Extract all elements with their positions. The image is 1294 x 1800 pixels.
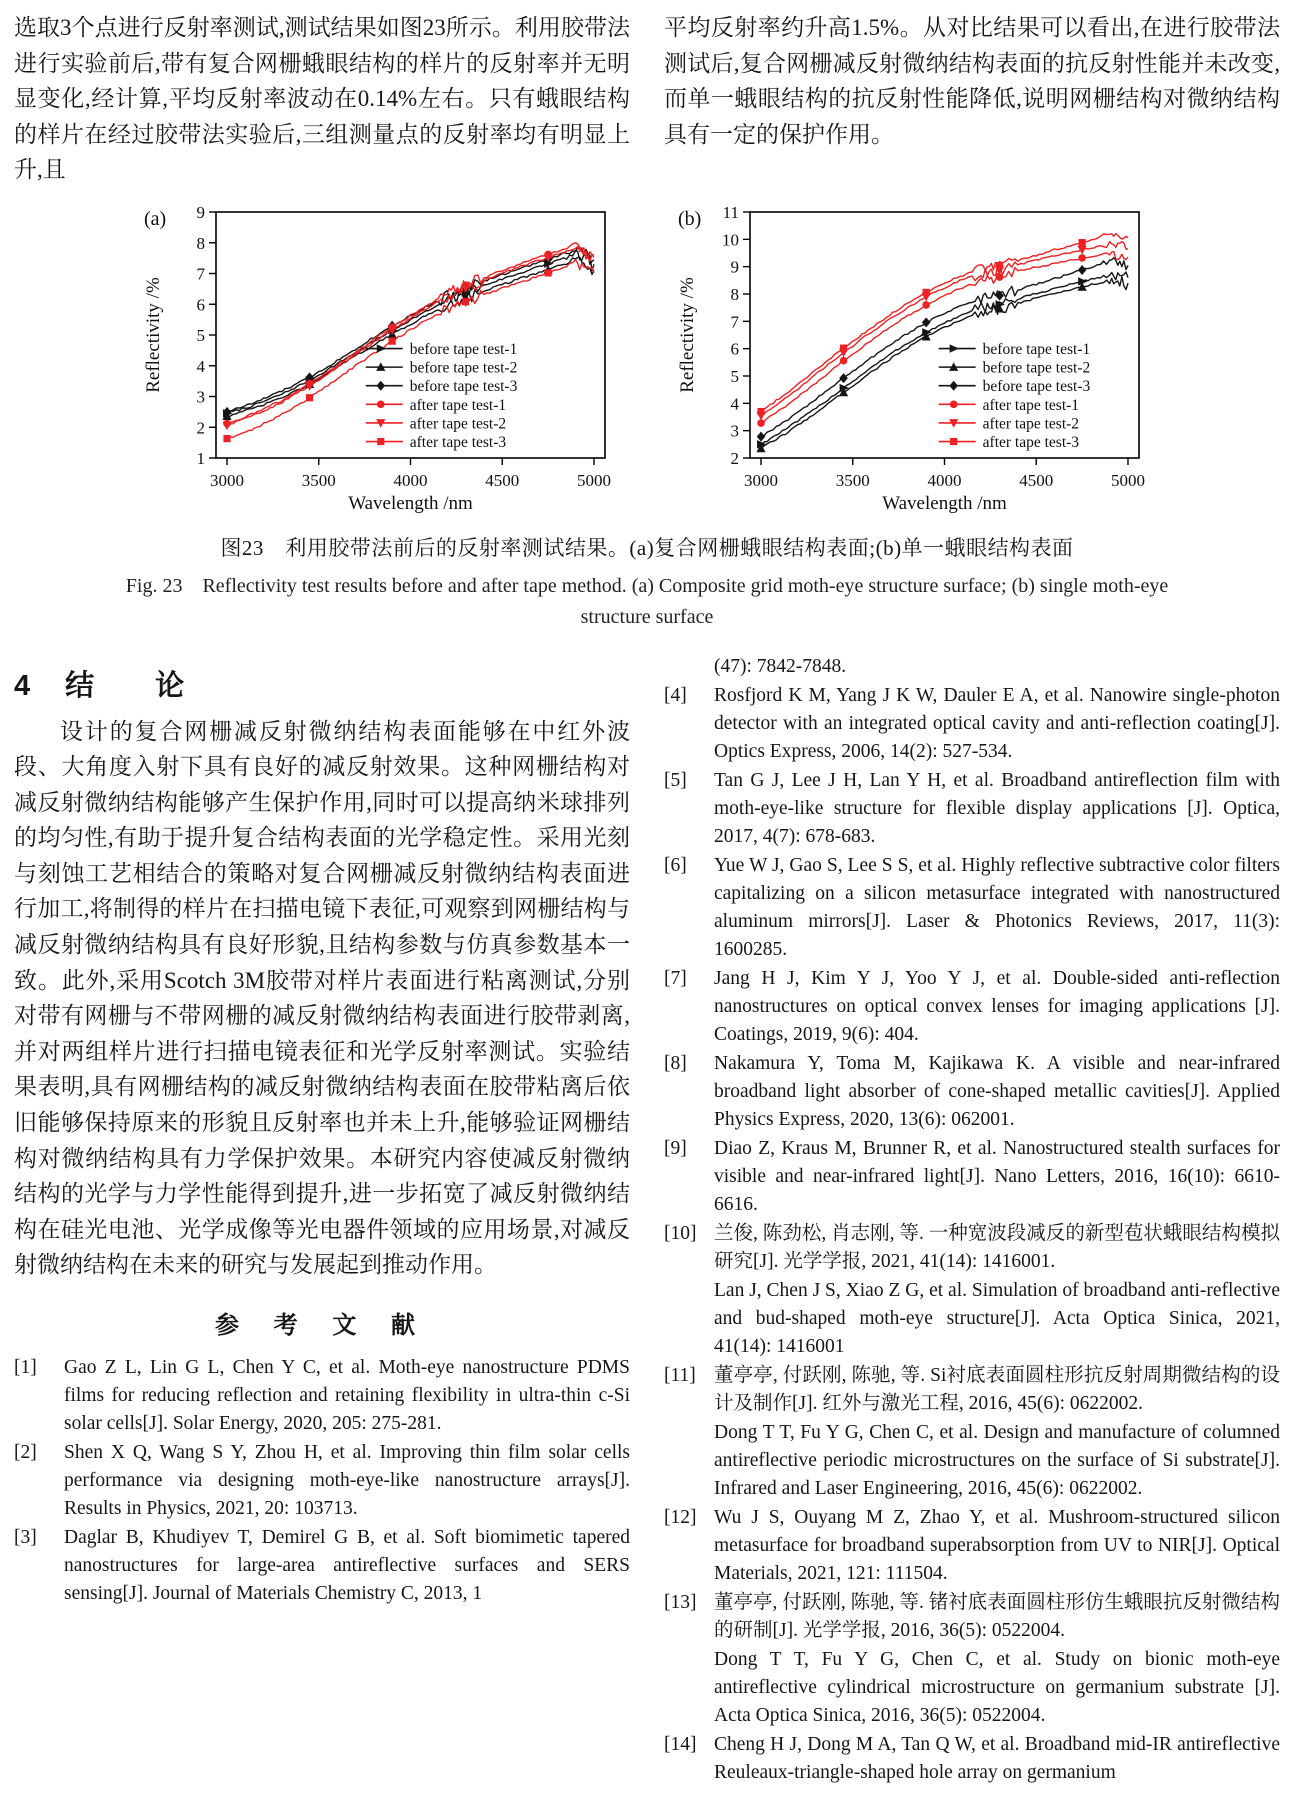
- reference-item: [664, 1050, 1280, 1134]
- chart-a-reflectivity: [142, 198, 618, 518]
- reference-number: [664, 653, 714, 681]
- right-column: [664, 649, 1280, 1788]
- x-tick-label: 4000: [393, 470, 428, 490]
- y-tick-label: 8: [196, 233, 205, 253]
- reference-item: [14, 1354, 630, 1438]
- left-column: [14, 649, 630, 1788]
- panel-label: (b): [678, 207, 702, 230]
- y-tick-label: 1: [196, 448, 205, 468]
- reference-number: [1]: [14, 1357, 37, 1378]
- reference-text: Dong T T, Fu Y G, Chen C, et al. Study on bionic moth-eye antireflective cylindrical microstructure on germanium substrate [J]. Acta Optica Sinica, 2016, 36(5): 0522004.: [714, 1648, 1280, 1726]
- reference-number: [10]: [664, 1222, 697, 1244]
- x-tick-label: 4500: [1019, 470, 1054, 490]
- reference-item: [664, 653, 1280, 681]
- reference-item: [664, 1419, 1280, 1503]
- x-tick-label: 3500: [835, 470, 870, 490]
- references-heading: 参 考 文 献: [214, 1312, 429, 1339]
- reference-number: [664, 1419, 714, 1503]
- y-tick-label: 3: [196, 387, 205, 406]
- section-heading: [14, 663, 630, 704]
- reference-item: [664, 1646, 1280, 1730]
- reference-text: Shen X Q, Wang S Y, Zhou H, et al. Improving thin film solar cells performance via designing moth-eye-like nanostructure arrays[J]. Results in Physics, 2021, 20: 103713.: [64, 1442, 630, 1519]
- chart-b-reflectivity: [676, 198, 1152, 518]
- figure-caption-en: [14, 571, 1280, 633]
- intro-section: [14, 10, 1280, 188]
- legend-entry-label: before tape test-3: [982, 377, 1091, 395]
- y-tick-label: 7: [730, 311, 739, 331]
- y-tick-label: 6: [730, 339, 739, 359]
- reference-number: [12]: [664, 1506, 697, 1528]
- figure-caption-cn: 图23 利用胶带法前后的反射率测试结果。(a)复合网栅蛾眼结构表面;(b)单一蛾眼结构表面: [220, 535, 1074, 560]
- reference-number: [14]: [664, 1733, 697, 1755]
- figure-caption-en-line2: structure surface: [580, 605, 714, 628]
- reference-number: [3]: [14, 1527, 37, 1548]
- reference-text: Gao Z L, Lin G L, Chen Y C, et al. Moth-eye nanostructure PDMS films for reducing reflection and retaining flexibility in ultra-thin c-Si solar cells[J]. Solar Energy, 2020, 205: 275-281.: [64, 1357, 630, 1434]
- section-number: 4: [14, 669, 32, 702]
- reference-item: [14, 1524, 630, 1608]
- legend-entry-label: after tape test-1: [409, 396, 507, 414]
- intro-right-paragraph: 平均反射率约升高1.5%。从对比结果可以看出,在进行胶带法测试后,复合网栅减反射微纳结构表面的抗反射性能并未改变,而单一蛾眼结构的抗反射性能降低,说明网栅结构对微纳结构具有一定的保护作用。: [664, 15, 1280, 147]
- x-tick-label: 3000: [744, 470, 779, 490]
- y-tick-label: 4: [730, 393, 739, 413]
- y-tick-label: 7: [196, 264, 205, 283]
- reference-number: [13]: [664, 1591, 697, 1613]
- legend-entry-label: after tape test-2: [982, 414, 1080, 432]
- reference-number: [664, 1646, 714, 1730]
- x-axis-title: Wavelength /nm: [348, 492, 473, 514]
- reference-item: [664, 1277, 1280, 1361]
- legend-entry-label: before tape test-2: [982, 359, 1091, 377]
- legend-entry-label: after tape test-2: [409, 414, 507, 432]
- x-tick-label: 4500: [485, 470, 520, 490]
- reference-item: [664, 852, 1280, 964]
- figure-23: [14, 198, 1280, 518]
- reference-text: Cheng H J, Dong M A, Tan Q W, et al. Broadband mid-IR antireflective Reuleaux-triangle-shaped hole array on germanium: [714, 1733, 1280, 1783]
- reference-text: Jang H J, Kim Y J, Yoo Y J, et al. Double-sided anti-reflection nanostructures on optical convex lenses for imaging applications [J]. Coatings, 2019, 9(6): 404.: [714, 967, 1280, 1045]
- conclusion-paragraph: 设计的复合网栅减反射微纳结构表面能够在中红外波段、大角度入射下具有良好的减反射效果。这种网栅结构对减反射微纳结构能够产生保护作用,同时可以提高纳米球排列的均匀性,有助于提升复合结构表面的光学稳定性。采用光刻与刻蚀工艺相结合的策略对复合网栅减反射微纳结构表面进行加工,将制得的样片在扫描电镜下表征,可观察到网栅结构与减反射微纳结构具有良好形貌,且结构参数与仿真参数基本一致。此外,采用Scotch 3M胶带对样片表面进行粘离测试,分别对带有网栅与不带网栅的减反射微纳结构表面进行胶带剥离,并对两组样片进行扫描电镜表征和光学反射率测试。实验结果表明,具有网栅结构的减反射微纳结构表面在胶带粘离后依旧能够保持原来的形貌且反射率也并未上升,能够验证网栅结构对微纳结构具有力学保护效果。本研究内容使减反射微纳结构的光学与力学性能得到提升,进一步拓宽了减反射微纳结构在硅光电池、光学成像等光电器件领域的应用场景,对减反射微纳结构在未来的研究与发展起到推动作用。: [14, 718, 630, 1278]
- reference-number: [5]: [664, 769, 687, 791]
- reference-item: [664, 1589, 1280, 1645]
- reference-text: Tan G J, Lee J H, Lan Y H, et al. Broadband antireflection film with moth-eye-like structure for flexible display applications [J]. Optica, 2017, 4(7): 678-683.: [714, 769, 1280, 847]
- reference-number: [7]: [664, 967, 687, 989]
- reference-number: [9]: [664, 1137, 687, 1159]
- reference-text: Daglar B, Khudiyev T, Demirel G B, et al. Soft biomimetic tapered nanostructures for large-area antireflective surfaces and SERS sensing[J]. Journal of Materials Chemistry C, 2013, 1: [64, 1527, 630, 1604]
- reference-number: [664, 1277, 714, 1361]
- y-tick-label: 2: [730, 448, 739, 468]
- reference-number: [11]: [664, 1364, 696, 1386]
- y-tick-label: 8: [730, 284, 739, 304]
- reference-text: Diao Z, Kraus M, Brunner R, et al. Nanostructured stealth surfaces for visible and near-infrared light[J]. Nano Letters, 2016, 16(10): 6610-6616.: [714, 1137, 1280, 1215]
- reference-text: Nakamura Y, Toma M, Kajikawa K. A visible and near-infrared broadband light absorber of cone-shaped metallic cavities[J]. Applied Physics Express, 2020, 13(6): 062001.: [714, 1052, 1280, 1130]
- reference-text: 董亭亭, 付跃刚, 陈驰, 等. 锗衬底表面圆柱形仿生蛾眼抗反射微结构的研制[J]. 光学学报, 2016, 36(5): 0522004.: [714, 1591, 1280, 1641]
- x-tick-label: 3000: [210, 470, 245, 490]
- y-tick-label: 9: [196, 202, 205, 222]
- legend-entry-label: before tape test-3: [409, 377, 518, 395]
- reference-number: [6]: [664, 854, 687, 876]
- legend-entry-label: after tape test-3: [982, 433, 1080, 451]
- reference-item: [664, 767, 1280, 851]
- reference-number: [8]: [664, 1052, 687, 1074]
- reference-text: Lan J, Chen J S, Xiao Z G, et al. Simulation of broadband anti-reflective and bud-shaped moth-eye structure[J]. Acta Optica Sinica, 2021, 41(14): 1416001: [714, 1279, 1280, 1357]
- y-tick-label: 5: [730, 366, 739, 386]
- y-tick-label: 2: [196, 417, 205, 437]
- y-axis-title: Reflectivity /%: [143, 276, 164, 393]
- y-axis-title: Reflectivity /%: [677, 276, 698, 393]
- legend-entry-label: after tape test-1: [982, 396, 1080, 414]
- references-list-left: [14, 1354, 630, 1608]
- y-tick-label: 3: [730, 421, 739, 441]
- reference-text: Yue W J, Gao S, Lee S S, et al. Highly reflective subtractive color filters capitalizing on a silicon metasurface integrated with nanostructured aluminum mirrors[J]. Laser & Photonics Reviews, 2017, 11(3): 1600285.: [714, 854, 1280, 960]
- reference-item: [664, 1220, 1280, 1276]
- reference-text: Rosfjord K M, Yang J K W, Dauler E A, et al. Nanowire single-photon detector with an integrated optical cavity and anti-reflection coating[J]. Optics Express, 2006, 14(2): 527-534.: [714, 684, 1280, 762]
- reference-text: Dong T T, Fu Y G, Chen C, et al. Design and manufacture of columned antireflective periodic microstructures on the surface of Si substrate[J]. Infrared and Laser Engineering, 2016, 45(6): 0622002.: [714, 1421, 1280, 1499]
- reference-number: [2]: [14, 1442, 37, 1463]
- references-list-right: [664, 653, 1280, 1787]
- legend-entry-label: after tape test-3: [409, 433, 507, 451]
- intro-left-paragraph: 选取3个点进行反射率测试,测试结果如图23所示。利用胶带法进行实验前后,带有复合网栅蛾眼结构的样片的反射率并无明显变化,经计算,平均反射率波动在0.14%左右。只有蛾眼结构的样片在经过胶带法实验后,三组测量点的反射率均有明显上升,且: [14, 15, 630, 182]
- reference-text: 董亭亭, 付跃刚, 陈驰, 等. Si衬底表面圆柱形抗反射周期微结构的设计及制作[J]. 红外与激光工程, 2016, 45(6): 0622002.: [714, 1364, 1280, 1414]
- y-tick-label: 4: [196, 356, 205, 376]
- y-tick-label: 5: [196, 325, 205, 345]
- body-section: [14, 649, 1280, 1788]
- reference-item: [664, 1135, 1280, 1219]
- reference-item: [664, 1731, 1280, 1787]
- panel-label: (a): [144, 207, 167, 230]
- section-title: 结 论: [65, 669, 186, 702]
- reference-item: [664, 682, 1280, 766]
- figure-caption-en-line1: Fig. 23 Reflectivity test results before and after tape method. (a) Composite grid moth-eye structure surface; (b) single moth-eye: [125, 574, 1169, 597]
- x-tick-label: 5000: [576, 470, 611, 490]
- x-tick-label: 3500: [301, 470, 336, 490]
- x-tick-label: 4000: [927, 470, 962, 490]
- reference-number: [4]: [664, 684, 687, 706]
- reference-item: [664, 1504, 1280, 1588]
- x-tick-label: 5000: [1110, 470, 1145, 490]
- legend-entry-label: before tape test-1: [982, 340, 1091, 358]
- legend-entry-label: before tape test-2: [409, 359, 518, 377]
- reference-text: Wu J S, Ouyang M Z, Zhao Y, et al. Mushroom-structured silicon metasurface for broadband superabsorption from UV to NIR[J]. Optical Materials, 2021, 121: 111504.: [714, 1506, 1280, 1584]
- reference-text: (47): 7842-7848.: [714, 655, 847, 677]
- y-tick-label: 11: [722, 202, 739, 222]
- reference-item: [664, 965, 1280, 1049]
- x-axis-title: Wavelength /nm: [882, 492, 1007, 514]
- reference-item: [14, 1439, 630, 1523]
- reference-item: [664, 1362, 1280, 1418]
- reference-text: 兰俊, 陈劲松, 肖志刚, 等. 一种宽波段减反的新型苞状蛾眼结构模拟研究[J]. 光学学报, 2021, 41(14): 1416001.: [714, 1222, 1280, 1272]
- legend-entry-label: before tape test-1: [409, 340, 518, 358]
- y-tick-label: 10: [722, 229, 739, 249]
- y-tick-label: 6: [196, 294, 205, 314]
- y-tick-label: 9: [730, 257, 739, 277]
